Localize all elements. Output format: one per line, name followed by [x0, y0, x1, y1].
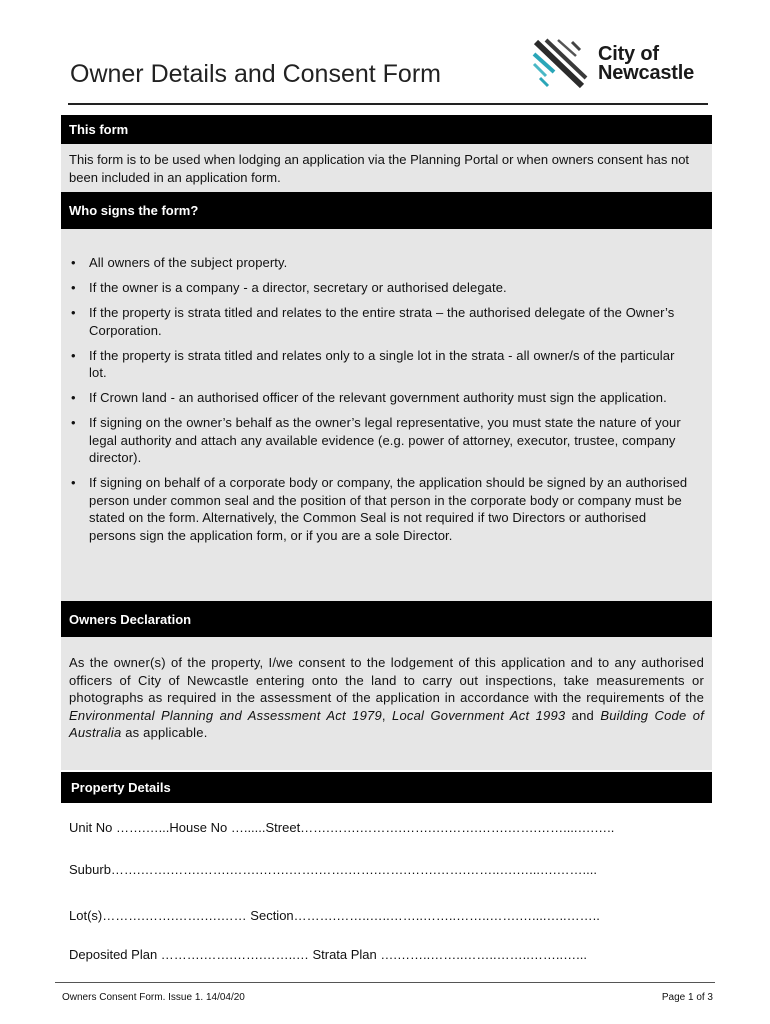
list-item: • If the property is strata titled and relates only to a single lot in the strata - all owner/s of the particular lot.	[71, 347, 675, 380]
list-item: • If the property is strata titled and relates to the entire strata – the authorised delegate of the Owner’s Corporation.	[71, 305, 675, 338]
property-details-heading: Property Details	[61, 772, 712, 803]
this-form-heading: This form	[61, 115, 712, 144]
footer-form-info: Owners Consent Form. Issue 1. 14/04/20	[62, 992, 245, 1003]
list-item: • If the owner is a company - a director, secretary or authorised delegate.	[71, 280, 507, 295]
declaration-text: As the owner(s) of the property, I/we consent to the lodgement of this application and to any authorised officers of City of Newcastle entering onto the land to carry out inspections, take measurements or photographs as required in the assessment of the application in accordance with the requirements of the Environmental Planning and Assessment Act 1979, Local Government Act 1993 and Building Code of Australia as applicable.	[69, 655, 705, 740]
declaration-panel	[61, 637, 712, 770]
declaration-heading: Owners Declaration	[61, 601, 712, 637]
list-item: • If signing on the owner’s behalf as the owner’s legal representative, you must state the nature of your legal authority and attach any available evidence (e.g. power of attorney, executor, trustee, company director).	[71, 415, 681, 465]
city-of-newcastle-logo	[532, 38, 712, 90]
this-form-text: This form is to be used when lodging an application via the Planning Portal or when owners consent has not been included in an application form.	[69, 152, 690, 185]
who-signs-heading: Who signs the form?	[61, 192, 712, 229]
footer-divider	[55, 982, 715, 983]
list-item: • If signing on behalf of a corporate body or company, the application should be signed by an authorised person under common seal and the position of that person in the corporate body or company must be stated on the form. Alternatively, the Common Seal is not required if two Directors or authorised persons sign the application form, or if you are a sole Director.	[71, 475, 688, 543]
who-signs-panel	[61, 229, 712, 601]
suburb-field[interactable]: Suburb…….…….…….…….…….…….…….…….…….…….…….…….……..….…...….……....	[69, 862, 597, 877]
deposited-strata-plan-field[interactable]: Deposited Plan ……….…….…….……..… Strata Plan ….……..……..……..……..……..…...	[69, 947, 587, 962]
this-form-panel	[61, 144, 712, 192]
logo-text-line1: City of	[598, 43, 659, 65]
who-signs-list	[69, 254, 694, 552]
page-number: Page 1 of 3	[661, 992, 713, 1003]
list-item: • If Crown land - an authorised officer of the relevant government authority must sign the application.	[71, 390, 667, 405]
unit-house-street-field[interactable]: Unit No …….…...House No …......Street…….…….……….…….….…….…….…….……....….…..	[69, 820, 615, 835]
logo-mark-icon	[532, 38, 594, 90]
page-title: Owner Details and Consent Form	[70, 60, 441, 88]
list-item: • All owners of the subject property.	[71, 255, 288, 270]
title-divider	[68, 103, 708, 105]
lot-section-field[interactable]: Lot(s)……….…….…….….…… Section……….……..…..……..……..……..…….…....…..……..	[69, 908, 600, 923]
logo-text-line2: Newcastle	[598, 62, 695, 84]
